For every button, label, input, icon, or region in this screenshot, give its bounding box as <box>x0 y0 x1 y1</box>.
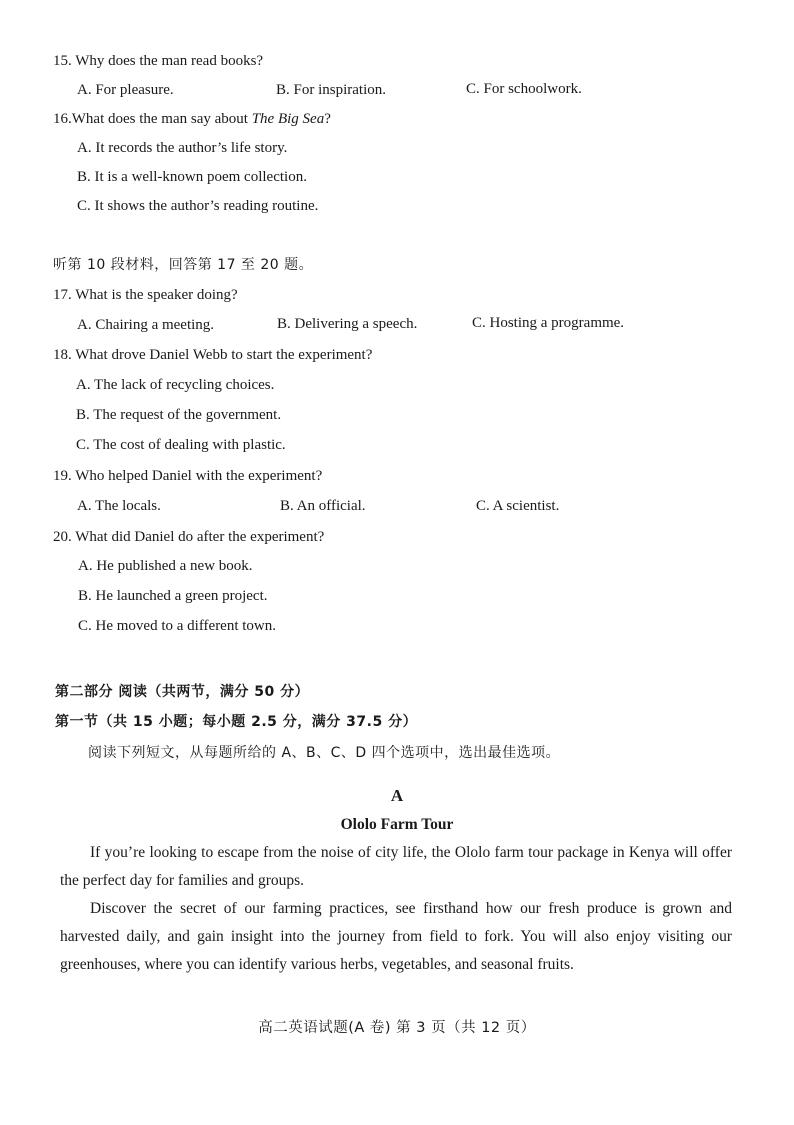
question-18-option-c: C. The cost of dealing with plastic. <box>76 437 286 453</box>
question-15-option-b: B. For inspiration. <box>276 82 387 98</box>
question-20-option-b: B. He launched a green project. <box>78 588 268 604</box>
question-15-stem: 15. Why does the man read books? <box>53 53 264 69</box>
question-20-option-c: C. He moved to a different town. <box>78 618 277 634</box>
question-20-option-a: A. He published a new book. <box>78 558 253 574</box>
passage-letter: A <box>390 786 404 805</box>
question-17-option-c: C. Hosting a programme. <box>472 315 625 331</box>
passage-title: Ololo Farm Tour <box>340 816 454 833</box>
question-16-option-b: B. It is a well-known poem collection. <box>77 169 307 185</box>
question-15-option-c: C. For schoolwork. <box>466 81 582 97</box>
question-17-option-b: B. Delivering a speech. <box>277 316 418 332</box>
question-16-stem-suffix: ? <box>324 111 331 127</box>
question-19-stem: 19. Who helped Daniel with the experiment? <box>53 468 323 484</box>
question-17-stem: 17. What is the speaker doing? <box>53 287 238 303</box>
part2-heading: 第二部分 阅读（共两节，满分 50 分） <box>55 684 310 700</box>
question-16-book-title: The Big Sea <box>251 111 325 127</box>
question-19-option-a: A. The locals. <box>77 498 161 514</box>
question-18-stem: 18. What drove Daniel Webb to start the experiment? <box>53 347 373 363</box>
question-19-option-c: C. A scientist. <box>476 498 560 514</box>
question-17-option-a: A. Chairing a meeting. <box>77 317 215 333</box>
part2-section1-heading: 第一节（共 15 小题；每小题 2.5 分，满分 37.5 分） <box>55 714 418 730</box>
part2-instruction: 阅读下列短文，从每题所给的 A、B、C、D 四个选项中，选出最佳选项。 <box>88 745 561 761</box>
question-16-stem <box>53 110 331 128</box>
passage-paragraph-2: Discover the secret of our farming practices, see firsthand how our fresh produce is grown and harvested daily, and gain insight into the journey from field to fork. You will also enjoy visiting our greenhouses, where you can identify various herbs, vegetables, and seasonal fruits. <box>60 900 732 973</box>
question-19-option-b: B. An official. <box>280 498 366 514</box>
question-16-stem-prefix: 16.What does the man say about <box>53 111 252 127</box>
question-16-option-a: A. It records the author’s life story. <box>77 140 288 156</box>
page-footer: 高二英语试题(A 卷) 第 3 页（共 12 页） <box>258 1020 536 1036</box>
question-18-option-a: A. The lack of recycling choices. <box>76 377 275 393</box>
question-20-stem: 20. What did Daniel do after the experiment? <box>53 529 325 545</box>
question-15-option-a: A. For pleasure. <box>77 82 174 98</box>
question-16-option-c: C. It shows the author’s reading routine. <box>77 198 319 214</box>
listening-instruction: 听第 10 段材料，回答第 17 至 20 题。 <box>53 257 314 273</box>
passage-paragraph-1: If you’re looking to escape from the noise of city life, the Ololo farm tour package in Kenya will offer the perfect day for families and groups. <box>60 844 732 889</box>
question-18-option-b: B. The request of the government. <box>76 407 282 423</box>
